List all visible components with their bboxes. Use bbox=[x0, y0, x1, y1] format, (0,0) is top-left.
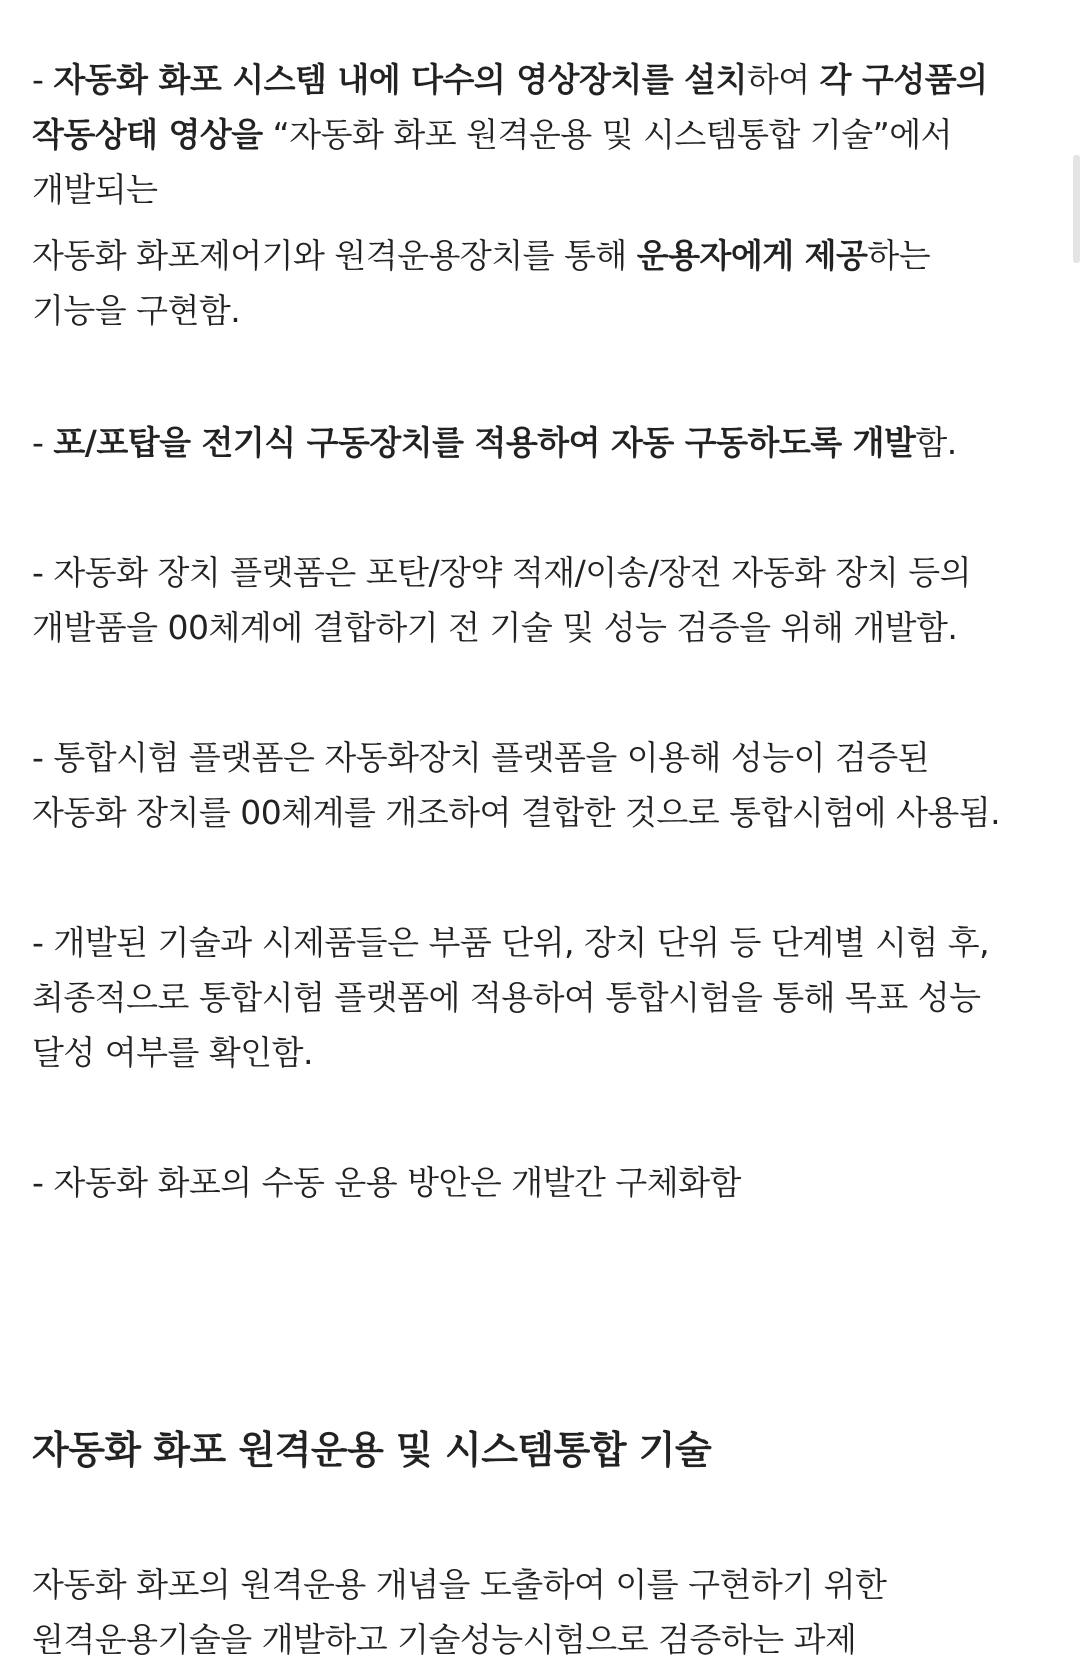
paragraph-integration-platform: - 통합시험 플랫폼은 자동화장치 플랫폼을 이용해 성능이 검증된 자동화 장치를 00체계를 개조하여 결합한 것으로 통합시험에 사용됨. bbox=[32, 738, 1001, 832]
bold-text: 포/포탑을 전기식 구동장치를 적용하여 자동 구동하도록 개발 bbox=[53, 423, 916, 462]
bold-text: 운용자에게 제공 bbox=[636, 236, 868, 275]
paragraph-manual-operation: - 자동화 화포의 수동 운용 방안은 개발간 구체화함 bbox=[32, 1163, 741, 1202]
bullet-dash: - bbox=[32, 60, 54, 99]
plain-text: 함. bbox=[915, 423, 957, 462]
bullet-dash: - bbox=[32, 423, 54, 462]
plain-text: 자동화 화포제어기와 원격운용장치를 통해 bbox=[32, 236, 637, 275]
plain-text: “자동화 화포 원격운용 및 시스템통합 기술”에서 개발되는 bbox=[32, 115, 952, 209]
paragraph-automation-platform: - 자동화 장치 플랫폼은 포탄/장약 적재/이송/장전 자동화 장치 등의 개발품을 00체계에 결합하기 전 기술 및 성능 검증을 위해 개발함. bbox=[32, 553, 972, 647]
paragraph-turret-drive bbox=[32, 415, 1032, 470]
plain-text: 하여 bbox=[746, 60, 820, 99]
bold-text: 각 구성품의 작동상태 영상을 bbox=[32, 60, 988, 154]
paragraph-operator-provision bbox=[32, 228, 1032, 338]
scrollbar-thumb[interactable] bbox=[1073, 155, 1080, 263]
paragraph-video-devices bbox=[32, 52, 1032, 217]
bold-text: 자동화 화포 시스템 내에 다수의 영상장치를 설치 bbox=[53, 60, 747, 99]
paragraph-prototype-testing: - 개발된 기술과 시제품들은 부품 단위, 장치 단위 등 단계별 시험 후, 최종적으로 통합시험 플랫폼에 적용하여 통합시험을 통해 목표 성능 달성 여부를 확인함. bbox=[32, 923, 990, 1072]
plain-text: 하는 기능을 구현함. bbox=[32, 236, 931, 330]
section-heading: 자동화 화포 원격운용 및 시스템통합 기술 bbox=[32, 1428, 712, 1472]
paragraph-remote-operation: 자동화 화포의 원격운용 개념을 도출하여 이를 구현하기 위한 원격운용기술을 개발하고 기술성능시험으로 검증하는 과제 bbox=[32, 1565, 887, 1659]
